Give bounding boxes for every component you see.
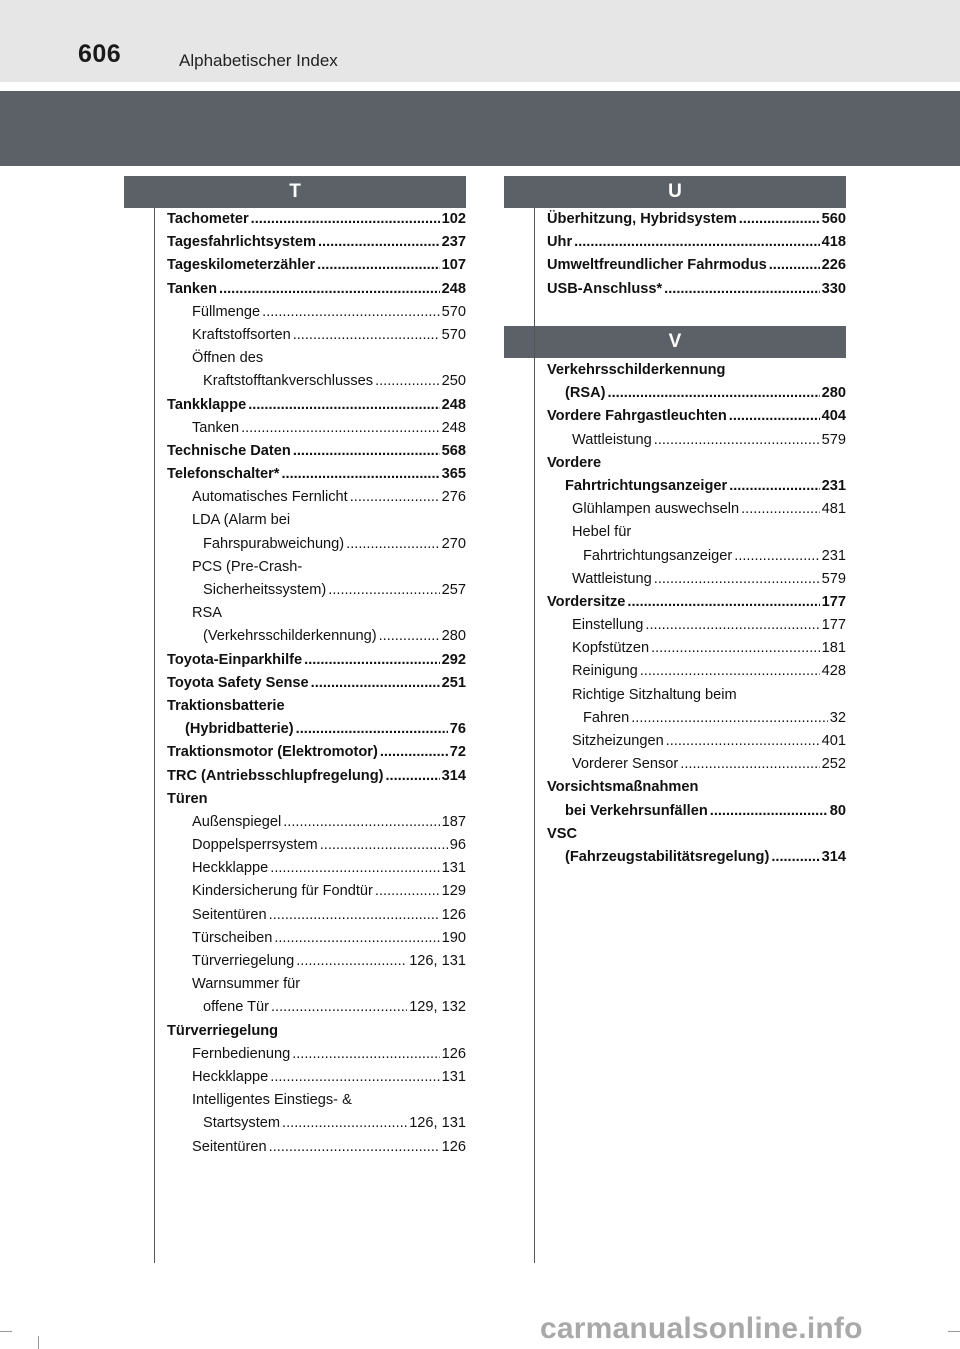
index-term: Öffnen des — [192, 350, 264, 367]
index-entry — [547, 730, 846, 753]
column-divider-left — [154, 208, 155, 1263]
page-reference: 96 — [449, 837, 466, 854]
index-entry — [167, 950, 466, 973]
column-divider-right — [534, 208, 535, 1263]
dot-leader — [627, 591, 819, 614]
index-entry — [547, 776, 846, 799]
index-entry — [167, 463, 466, 486]
page-reference: 80 — [829, 802, 846, 819]
dot-leader — [385, 765, 439, 788]
dot-leader — [282, 1112, 407, 1135]
index-term: Hebel für — [572, 524, 632, 541]
index-term: Wattleistung — [572, 431, 652, 448]
index-term: Fahren — [583, 709, 630, 726]
page-reference: 237 — [441, 234, 466, 251]
index-term: Fahrspurabweichung) — [203, 535, 345, 552]
dot-leader — [375, 880, 440, 903]
index-term: Intelligentes Einstiegs- & — [192, 1092, 352, 1109]
index-entry — [547, 208, 846, 231]
dot-leader — [379, 625, 440, 648]
page-reference: 251 — [441, 674, 466, 691]
index-term: Vordersitze — [547, 593, 626, 610]
index-term: offene Tür — [203, 999, 269, 1016]
page-reference: 568 — [441, 442, 466, 459]
index-entry — [167, 904, 466, 927]
index-entry — [167, 625, 466, 648]
index-entry — [167, 394, 466, 417]
index-term: Überhitzung, Hybridsystem — [547, 211, 737, 227]
index-entry — [167, 1136, 466, 1159]
index-entry — [547, 614, 846, 637]
dot-leader — [251, 208, 440, 231]
index-term: Vordere Fahrgastleuchten — [547, 408, 727, 425]
index-term: Heckklappe — [192, 860, 269, 877]
index-entry — [167, 1112, 466, 1135]
index-entry — [167, 301, 466, 324]
page-reference: 248 — [441, 419, 466, 436]
index-term: Kindersicherung für Fondtür — [192, 883, 373, 900]
index-term: Fahrtrichtungsanzeiger — [565, 477, 728, 494]
index-entry — [547, 823, 846, 846]
page-reference: 248 — [441, 396, 466, 413]
index-term: Tanken — [192, 419, 240, 436]
index-term: Vordere — [547, 454, 602, 471]
dot-leader — [608, 382, 820, 405]
index-term: Einstellung — [572, 617, 644, 634]
index-term: Traktionsmotor (Elektromotor) — [167, 744, 378, 761]
page-reference: 570 — [441, 326, 466, 343]
index-entry — [547, 405, 846, 428]
page-reference: 181 — [821, 640, 846, 657]
page-reference: 401 — [821, 733, 846, 749]
index-entry — [167, 741, 466, 764]
dot-leader — [741, 498, 820, 521]
page-reference: 579 — [821, 570, 846, 587]
dot-leader — [293, 440, 440, 463]
index-term: Sitzheizungen — [572, 733, 664, 749]
index-entry — [547, 707, 846, 730]
page-reference: 102 — [441, 211, 466, 227]
index-entry — [167, 370, 466, 393]
dot-leader — [292, 1043, 439, 1066]
index-entry — [547, 359, 846, 382]
dot-leader — [710, 800, 828, 823]
index-term: Automatisches Fernlicht — [192, 489, 348, 506]
page-reference: 131 — [441, 1068, 466, 1085]
page-reference: 250 — [441, 373, 466, 390]
dot-leader — [631, 707, 828, 730]
dot-leader — [296, 950, 407, 973]
index-entry — [547, 475, 846, 498]
page-reference: 231 — [821, 477, 846, 494]
index-entry — [167, 278, 466, 301]
page-reference: 126 — [441, 1045, 466, 1062]
index-term: Startsystem — [203, 1115, 281, 1132]
index-term: Vorsichtsmaßnahmen — [547, 779, 699, 796]
index-term: Telefonschalter* — [167, 466, 280, 483]
index-entry — [167, 672, 466, 695]
page-reference: 129 — [441, 883, 466, 900]
index-term: Tageskilometerzähler — [167, 257, 316, 274]
index-entry — [167, 695, 466, 718]
dot-leader — [651, 637, 820, 660]
index-entry — [547, 452, 846, 475]
index-term: Doppelsperrsystem — [192, 837, 318, 854]
index-entry — [547, 637, 846, 660]
index-term: Kraftstofftankverschlusses — [203, 373, 374, 390]
index-term: Toyota Safety Sense — [167, 674, 309, 691]
page-reference: 314 — [441, 767, 466, 784]
index-term: Wattleistung — [572, 570, 652, 587]
dot-leader — [304, 649, 439, 672]
index-term: (Hybridbatterie) — [185, 721, 294, 738]
page-number: 606 — [78, 40, 122, 68]
index-term: Verkehrsschilderkennung — [547, 362, 726, 378]
index-term: (Verkehrsschilderkennung) — [203, 628, 377, 645]
page-title: Alphabetischer Index — [179, 51, 338, 70]
index-entry — [167, 509, 466, 532]
index-term: Technische Daten — [167, 442, 291, 459]
index-entry — [167, 880, 466, 903]
page-reference: 126 — [441, 906, 466, 923]
index-term: TRC (Antriebsschlupfregelung) — [167, 767, 384, 784]
index-entry — [547, 591, 846, 614]
index-entry — [167, 231, 466, 254]
index-term: Seitentüren — [192, 906, 267, 923]
index-entry — [547, 660, 846, 683]
page-reference: 365 — [441, 466, 466, 483]
index-entry — [547, 753, 846, 776]
index-entry — [167, 649, 466, 672]
index-term: Warnsummer für — [192, 976, 301, 993]
index-term: Fernbedienung — [192, 1045, 291, 1062]
page-reference: 404 — [821, 408, 846, 425]
index-entry — [167, 718, 466, 741]
index-term: Richtige Sitzhaltung beim — [572, 686, 737, 703]
dot-leader — [664, 278, 819, 301]
page-reference: 131 — [441, 860, 466, 877]
index-term: Kopfstützen — [572, 640, 650, 657]
index-entry — [547, 684, 846, 707]
index-entry — [167, 417, 466, 440]
section-header-u: U — [504, 176, 846, 208]
index-entry — [547, 254, 846, 277]
dot-leader — [311, 672, 440, 695]
crop-mark — [0, 1331, 12, 1332]
page-reference: 76 — [449, 721, 466, 738]
dot-leader — [574, 231, 820, 254]
page-reference: 280 — [821, 385, 846, 402]
page-reference: 72 — [449, 744, 466, 761]
index-term: Fahrtrichtungsanzeiger — [583, 547, 733, 564]
index-entry — [167, 834, 466, 857]
page-reference: 314 — [821, 848, 846, 865]
index-entry — [167, 254, 466, 277]
page-reference: 187 — [441, 813, 466, 830]
index-entry — [167, 857, 466, 880]
index-term: Tankklappe — [167, 396, 247, 413]
index-term: VSC — [547, 825, 578, 842]
page-reference: 252 — [821, 756, 846, 773]
index-term: Glühlampen auswechseln — [572, 501, 740, 518]
page-reference: 270 — [441, 535, 466, 552]
index-term: Türen — [167, 790, 208, 807]
dot-leader — [269, 904, 440, 927]
page-reference: 129, 132 — [409, 999, 466, 1016]
dot-leader — [680, 753, 819, 776]
column-divider-gap — [534, 298, 535, 326]
crop-mark — [38, 1336, 39, 1349]
page-reference: 107 — [441, 257, 466, 274]
index-entry — [547, 521, 846, 544]
index-term: Sicherheitssystem) — [203, 582, 327, 598]
index-entry — [167, 324, 466, 347]
index-entry — [547, 278, 846, 301]
dot-leader — [318, 231, 440, 254]
page-reference: 579 — [821, 431, 846, 448]
dot-leader — [281, 463, 439, 486]
page-reference: 231 — [821, 547, 846, 564]
index-term: Tanken — [167, 280, 218, 297]
index-entry — [167, 556, 466, 579]
section-header-v: V — [504, 326, 846, 358]
header-band — [0, 91, 960, 166]
dot-leader — [328, 579, 439, 602]
page-reference: 481 — [821, 501, 846, 518]
page-reference: 428 — [821, 663, 846, 680]
page-reference: 280 — [441, 628, 466, 645]
dot-leader — [219, 278, 440, 301]
crop-mark — [948, 1331, 960, 1332]
index-entry — [547, 568, 846, 591]
dot-leader — [654, 568, 820, 591]
index-entry — [167, 1020, 466, 1043]
index-entry — [167, 927, 466, 950]
page-reference: 330 — [821, 280, 846, 297]
index-entry — [167, 788, 466, 811]
index-term: Traktionsbatterie — [167, 697, 285, 714]
dot-leader — [640, 660, 820, 683]
page-reference: 560 — [821, 211, 846, 227]
page-reference: 226 — [821, 257, 846, 274]
index-term: LDA (Alarm bei — [192, 512, 291, 529]
page-reference: 32 — [829, 709, 846, 726]
index-term: Heckklappe — [192, 1068, 269, 1085]
index-entry — [547, 800, 846, 823]
dot-leader — [645, 614, 819, 637]
index-term: Außenspiegel — [192, 813, 282, 830]
dot-leader — [375, 370, 440, 393]
dot-leader — [729, 475, 819, 498]
index-term: Seitentüren — [192, 1138, 267, 1155]
index-column-u — [547, 208, 846, 301]
page-reference: 126 — [441, 1138, 466, 1155]
section-header-t: T — [124, 176, 466, 208]
index-entry — [167, 1089, 466, 1112]
index-column-t — [167, 208, 466, 1159]
index-term: RSA — [192, 605, 223, 622]
dot-leader — [771, 846, 819, 869]
page-reference: 276 — [441, 489, 466, 506]
page-reference: 177 — [821, 593, 846, 610]
page-reference: 418 — [821, 234, 846, 251]
dot-leader — [380, 741, 448, 764]
index-entry — [547, 231, 846, 254]
dot-leader — [734, 545, 819, 568]
page-reference: 570 — [441, 303, 466, 320]
index-entry — [167, 440, 466, 463]
index-term: Umweltfreundlicher Fahrmodus — [547, 257, 767, 274]
dot-leader — [729, 405, 820, 428]
index-term: bei Verkehrsunfällen — [565, 802, 708, 819]
index-entry — [167, 533, 466, 556]
index-entry — [167, 208, 466, 231]
index-entry — [167, 811, 466, 834]
index-entry — [167, 1043, 466, 1066]
dot-leader — [666, 730, 820, 753]
index-entry — [547, 382, 846, 405]
page-reference: 257 — [441, 582, 466, 598]
index-term: USB-Anschluss* — [547, 280, 663, 297]
index-entry — [167, 486, 466, 509]
index-entry — [167, 1066, 466, 1089]
dot-leader — [317, 254, 439, 277]
index-term: Kraftstoffsorten — [192, 326, 291, 343]
index-term: PCS (Pre-Crash- — [192, 558, 303, 575]
index-entry — [547, 846, 846, 869]
index-entry — [167, 996, 466, 1019]
page-reference: 190 — [441, 929, 466, 946]
dot-leader — [270, 1066, 439, 1089]
index-term: Tagesfahrlichtsystem — [167, 234, 316, 251]
index-term: Tachometer — [167, 211, 249, 227]
index-term: Vorderer Sensor — [572, 756, 679, 773]
watermark: carmanualsonline.info — [540, 1312, 863, 1345]
index-entry — [547, 498, 846, 521]
dot-leader — [293, 324, 440, 347]
index-term: Türverriegelung — [167, 1022, 279, 1039]
dot-leader — [262, 301, 440, 324]
page-reference: 292 — [441, 651, 466, 668]
dot-leader — [739, 208, 820, 231]
index-column-v — [547, 359, 846, 869]
index-entry — [167, 579, 466, 602]
dot-leader — [654, 429, 820, 452]
header-strip — [0, 0, 960, 82]
index-entry — [547, 429, 846, 452]
index-entry — [167, 973, 466, 996]
dot-leader — [283, 811, 439, 834]
index-entry — [547, 545, 846, 568]
page-reference: 177 — [821, 617, 846, 634]
index-term: (Fahrzeugstabilitätsregelung) — [565, 848, 770, 865]
dot-leader — [271, 996, 407, 1019]
dot-leader — [274, 927, 439, 950]
dot-leader — [769, 254, 820, 277]
page-reference: 126, 131 — [409, 1115, 466, 1132]
index-term: Uhr — [547, 234, 573, 251]
dot-leader — [296, 718, 448, 741]
index-term: Türscheiben — [192, 929, 273, 946]
index-term: (RSA) — [565, 385, 606, 402]
dot-leader — [350, 486, 440, 509]
dot-leader — [241, 417, 440, 440]
page-reference: 248 — [441, 280, 466, 297]
page-reference: 126, 131 — [409, 953, 466, 969]
dot-leader — [270, 857, 439, 880]
dot-leader — [248, 394, 439, 417]
index-term: Toyota-Einparkhilfe — [167, 651, 303, 668]
index-entry — [167, 347, 466, 370]
index-entry — [167, 602, 466, 625]
index-term: Türverriegelung — [192, 953, 295, 969]
index-term: Füllmenge — [192, 303, 261, 320]
dot-leader — [320, 834, 448, 857]
index-entry — [167, 765, 466, 788]
dot-leader — [269, 1136, 440, 1159]
dot-leader — [346, 533, 439, 556]
index-term: Reinigung — [572, 663, 638, 680]
